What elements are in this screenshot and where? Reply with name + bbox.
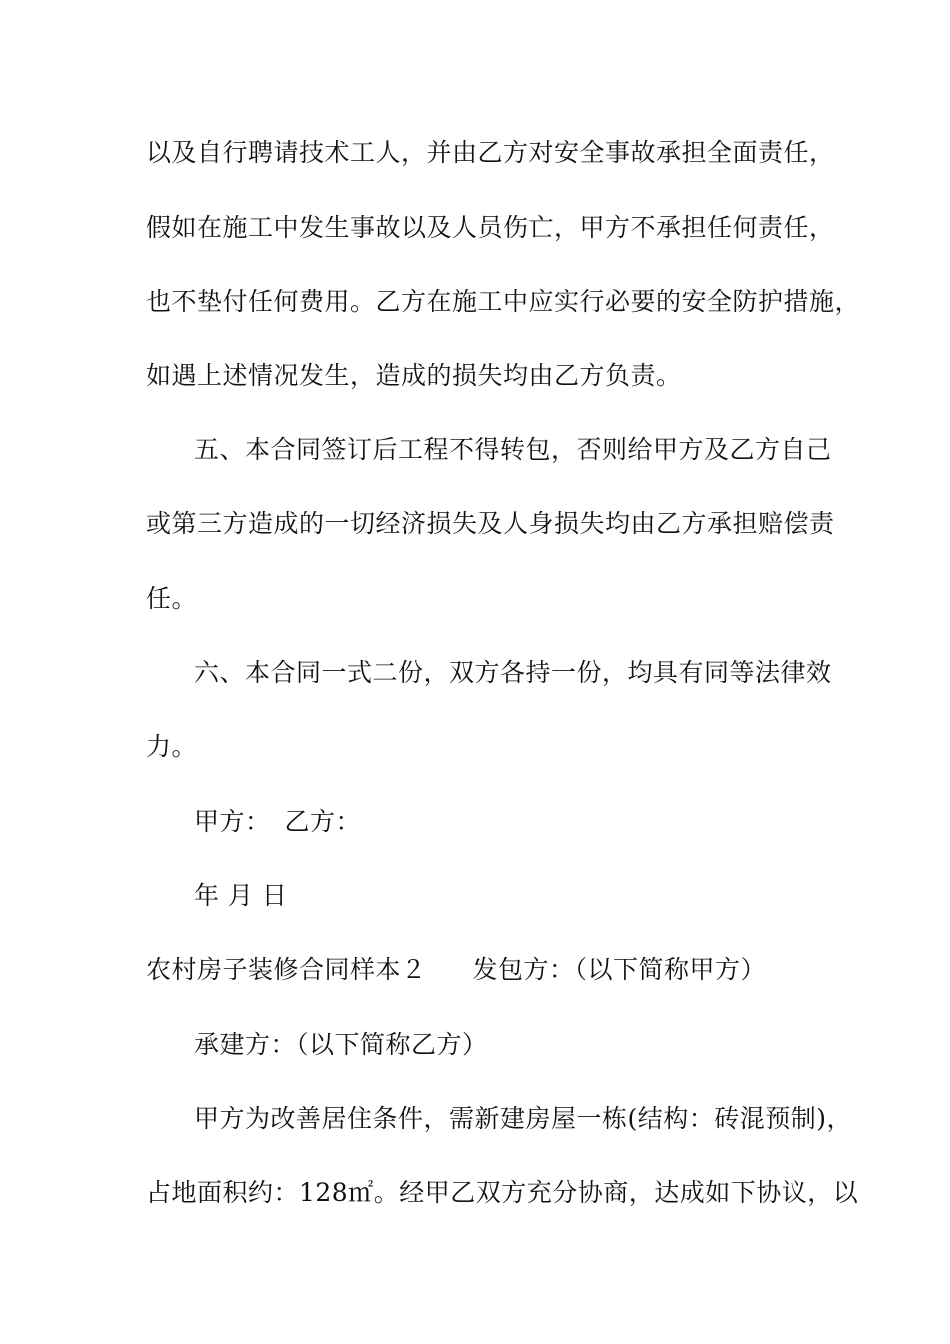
builder-line: 承建方：（以下简称乙方） [194, 1030, 488, 1059]
body-line-4: 如遇上述情况发生，造成的损失均由乙方负责。 [146, 361, 682, 390]
intro-line-2: 占地面积约：128㎡。经甲乙双方充分协商，达成如下协议，以 [146, 1178, 859, 1207]
sample-heading-line [146, 954, 846, 986]
clause-five-line-3: 任。 [146, 584, 198, 613]
party-b-label: 乙方： [284, 807, 362, 836]
signature-line [194, 806, 894, 838]
sample-title: 农村房子装修合同样本２ [146, 955, 427, 984]
clause-five-line-2: 或第三方造成的一切经济损失及人身损失均由乙方承担赔偿责 [146, 509, 835, 538]
clause-five-line-1: 五、本合同签订后工程不得转包，否则给甲方及乙方自己 [194, 435, 832, 464]
clause-six-line-1: 六、本合同一式二份，双方各持一份，均具有同等法律效 [194, 658, 832, 687]
date-line: 年 月 日 [194, 881, 288, 910]
body-line-1: 以及自行聘请技术工人，并由乙方对安全事故承担全面责任， [146, 138, 835, 167]
body-line-3: 也不垫付任何费用。乙方在施工中应实行必要的安全防护措施， [146, 287, 861, 316]
party-a-label: 甲方： [194, 807, 271, 836]
contractor-label: 发包方：（以下简称甲方） [472, 955, 767, 984]
clause-six-line-2: 力。 [146, 732, 198, 761]
intro-line-1: 甲方为改善居住条件，需新建房屋一栋(结构：砖混预制)， [194, 1104, 853, 1133]
body-line-2: 假如在施工中发生事故以及人员伤亡，甲方不承担任何责任， [146, 213, 835, 242]
